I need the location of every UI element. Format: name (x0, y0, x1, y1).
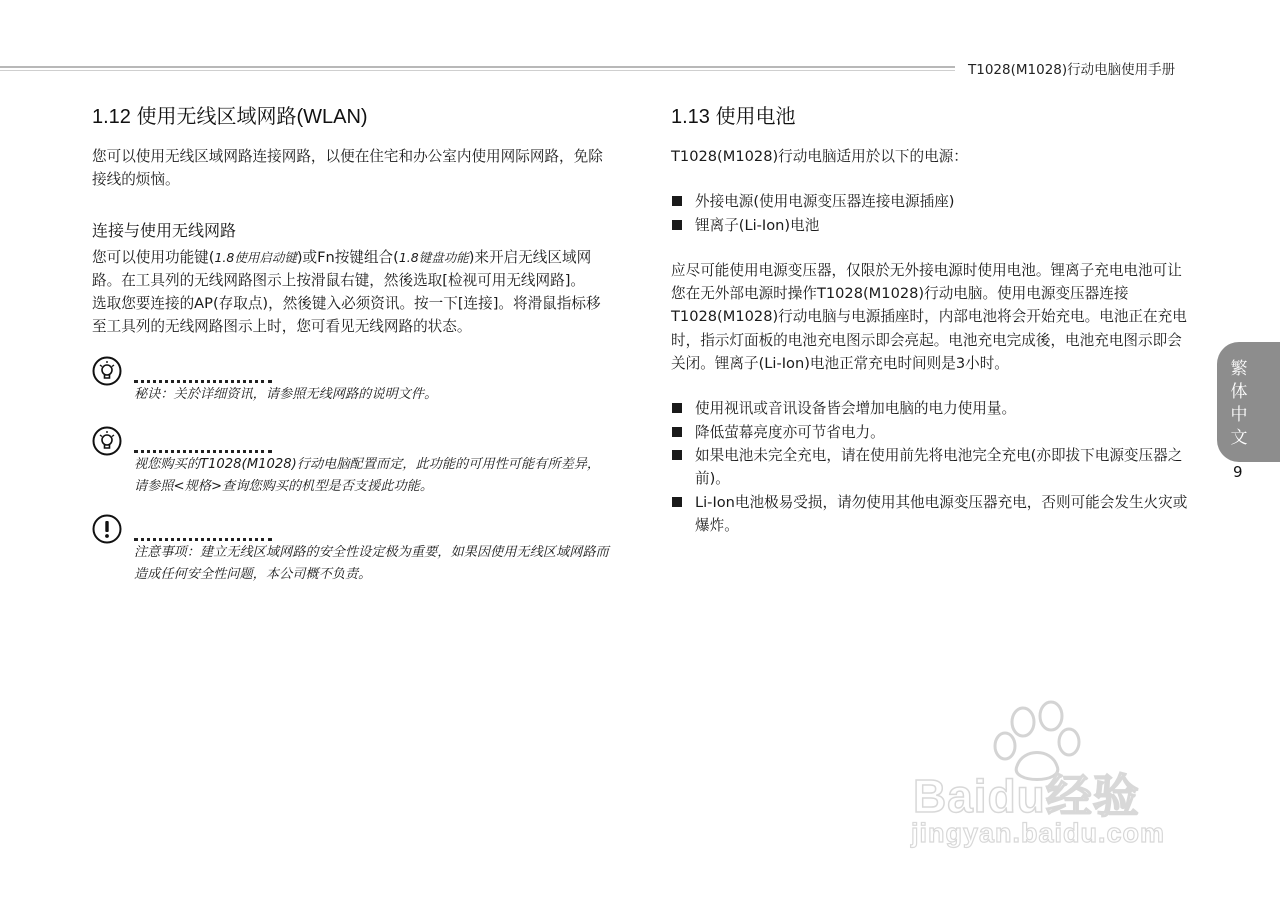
language-tab (1217, 342, 1280, 462)
list-item (671, 491, 1191, 538)
note-text: 秘诀：关於详细资讯，请参照无线网路的说明文件。 (134, 386, 438, 402)
language-tab-label: 繁体中文 (1230, 359, 1248, 448)
cross-reference: 1.8使用启动键 (214, 249, 297, 265)
watermark-url: jingyan.baidu.com (911, 818, 1166, 848)
header-rule-thin (0, 70, 955, 71)
tip-note (92, 426, 614, 514)
page-number: 9 (1233, 463, 1243, 481)
list-item (671, 421, 1191, 444)
right-column (671, 100, 1191, 537)
note-divider (134, 518, 272, 541)
list-item-text: 使用视讯或音讯设备皆会增加电脑的电力使用量。 (695, 400, 1017, 418)
baidu-watermark (905, 700, 1205, 860)
bullet-square-icon (672, 220, 682, 230)
text-run: 您可以使用功能键( (92, 248, 215, 266)
list-item (671, 214, 1191, 237)
list-item-text: 降低萤幕亮度亦可节省电力。 (695, 423, 885, 441)
note-divider (134, 430, 272, 453)
list-item-text: 外接电源(使用电源变压器连接电源插座) (695, 193, 955, 211)
battery-tips-list (671, 397, 1191, 537)
left-column (92, 100, 614, 602)
power-source-list (671, 190, 1191, 237)
bullet-square-icon (672, 196, 682, 206)
lightbulb-icon (92, 426, 122, 456)
text-run: )或Fn按键组合( (296, 248, 399, 266)
list-item-text: Li-Ion电池极易受损，请勿使用其他电源变压器充电，否则可能会发生火灾或爆炸。 (695, 493, 1188, 534)
wlan-paragraph-1 (92, 246, 614, 293)
warning-note (92, 514, 614, 602)
header-rule (0, 66, 955, 68)
section-heading-battery: 1.13 使用电池 (671, 106, 796, 128)
lightbulb-icon (92, 356, 122, 386)
wlan-intro: 您可以使用无线区域网路连接网路，以便在住宅和办公室内使用网际网路，免除接线的烦恼。 (92, 148, 603, 189)
bullet-square-icon (672, 403, 682, 413)
list-item (671, 397, 1191, 420)
list-item (671, 444, 1191, 491)
note-divider (134, 360, 272, 383)
text-run: )来开启无线区域网路。在工具列的无线网路图示上按滑鼠右键，然後选取[检视可用无线网路]。 (92, 248, 592, 289)
subheading-connect-wlan: 连接与使用无线网路 (92, 220, 237, 240)
cross-reference: 1.8键盘功能 (398, 249, 469, 265)
bullet-square-icon (672, 427, 682, 437)
wlan-paragraph-2: 选取您要连接的AP(存取点)，然後键入必须资讯。按一下[连接]。将滑鼠指标移至工具列的无线网路图示上时，您可看见无线网路的状态。 (92, 295, 601, 336)
battery-paragraph: 应尽可能使用电源变压器，仅限於无外接电源时使用电池。锂离子充电电池可让您在无外部电源时操作T1028(M1028)行动电脑。使用电源变压器连接T1028(M1028)行动电脑与电源插座时，内部电池将会开始充电。电池正在充电时，指示灯面板的电池充电图示即会亮起。电池充电完成後，电池充电图示即会关闭。锂离子(Li-Ion)电池正常充电时间则是3小时。 (671, 261, 1187, 373)
bullet-square-icon (672, 450, 682, 460)
list-item-text: 如果电池未完全充电，请在使用前先将电池完全充电(亦即拔下电源变压器之前)。 (695, 446, 1183, 488)
section-heading-wlan: 1.12 使用无线区域网路(WLAN) (92, 106, 368, 128)
list-item-text: 锂离子(Li-Ion)电池 (695, 216, 820, 234)
tip-note (92, 356, 614, 422)
watermark-brand: Baidu经验 (913, 770, 1140, 822)
battery-intro: T1028(M1028)行动电脑适用於以下的电源： (671, 148, 968, 165)
note-text: 视您购买的T1028(M1028)行动电脑配置而定，此功能的可用性可能有所差异，请参照<规格>查询您购买的机型是否支援此功能。 (134, 456, 601, 494)
bullet-square-icon (672, 497, 682, 507)
note-text: 注意事项：建立无线区域网路的安全性设定极为重要，如果因使用无线区域网路而造成任何安全性问题，本公司概不负责。 (134, 544, 609, 582)
list-item (671, 190, 1191, 213)
manual-title: T1028(M1028)行动电脑使用手册 (968, 62, 1176, 78)
warning-icon (92, 514, 122, 544)
